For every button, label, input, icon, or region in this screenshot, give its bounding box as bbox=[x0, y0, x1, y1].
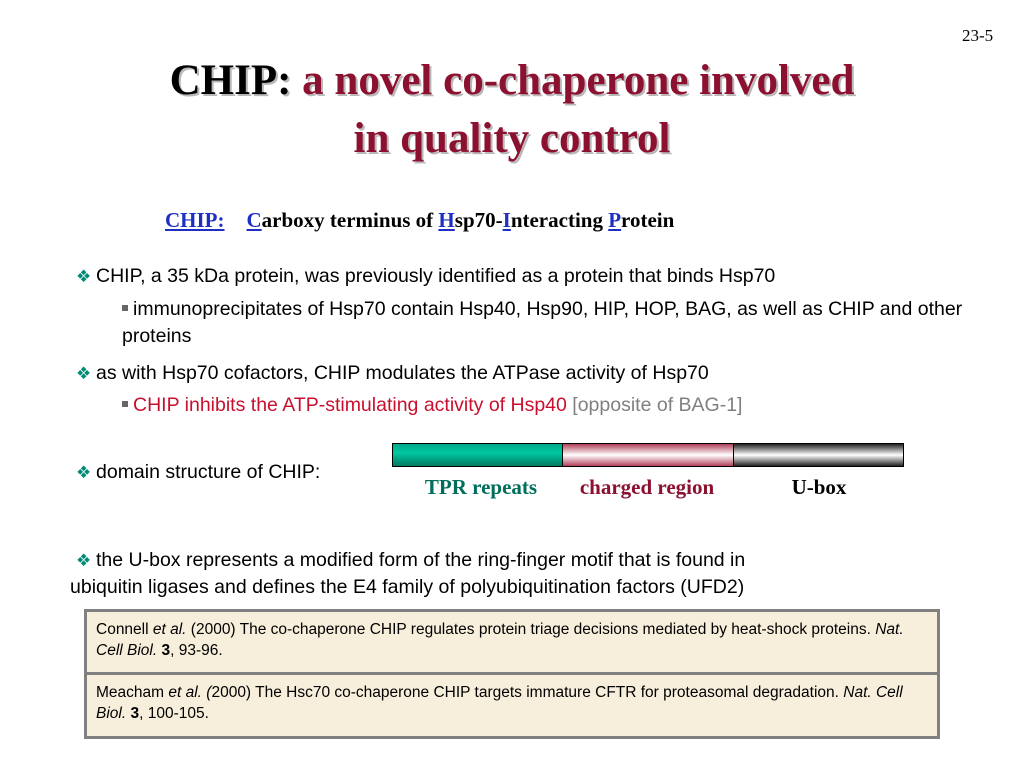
square-bullet-icon bbox=[122, 401, 128, 407]
slide-title bbox=[0, 52, 1024, 168]
tpr-domain-segment bbox=[393, 444, 563, 466]
bullet-4-line2: ubiquitin ligases and defines the E4 family of polyubiquitination factors (UFD2) bbox=[70, 576, 745, 598]
bullet-4-line1: the U-box represents a modified form of the ring-finger motif that is found in bbox=[96, 549, 746, 571]
acronym-text-h: sp70- bbox=[454, 208, 503, 232]
ref1-etal: et al. bbox=[152, 621, 187, 638]
ref1-text: (2000) The co-chaperone CHIP regulates protein triage decisions mediated by heat-shock proteins. bbox=[186, 621, 876, 638]
square-bullet-icon bbox=[122, 305, 128, 311]
diamond-bullet-icon: ❖ bbox=[76, 551, 92, 570]
bullet-3-text: domain structure of CHIP: bbox=[96, 461, 321, 483]
diamond-bullet-icon: ❖ bbox=[76, 364, 92, 383]
bullet-4 bbox=[70, 547, 956, 601]
diamond-bullet-icon: ❖ bbox=[76, 463, 92, 482]
acronym-text-p: rotein bbox=[621, 208, 675, 232]
ref2-author: Meacham bbox=[96, 684, 169, 701]
acronym-text-c: arboxy terminus of bbox=[261, 208, 439, 232]
reference-box-1 bbox=[84, 609, 940, 675]
diamond-bullet-icon: ❖ bbox=[76, 267, 92, 286]
domain-structure-bar bbox=[392, 443, 904, 467]
ref1-author: Connell bbox=[96, 621, 153, 638]
ref2-etal: et al. ( bbox=[168, 684, 212, 701]
charged-domain-segment bbox=[563, 444, 733, 466]
ref2-pages: , 100-105. bbox=[139, 705, 209, 722]
acronym-letter-p: P bbox=[608, 208, 622, 232]
tpr-label: TPR repeats bbox=[424, 475, 538, 499]
acronym-letter-h: H bbox=[438, 208, 455, 232]
acronym-letter-c: C bbox=[246, 208, 262, 232]
ref2-text: 2000) The Hsc70 co-chaperone CHIP targets immature CFTR for proteasomal degradation. bbox=[211, 684, 844, 701]
bullet-2-text: as with Hsp70 cofactors, CHIP modulates the ATPase activity of Hsp70 bbox=[96, 362, 709, 384]
acronym-label: CHIP: bbox=[165, 208, 225, 232]
ref1-pages: , 93-96. bbox=[170, 642, 223, 659]
charged-region-label: charged region bbox=[579, 475, 715, 499]
title-sub-line1: a novel co-chaperone involved bbox=[302, 57, 855, 104]
ref2-volume: 3 bbox=[130, 705, 140, 722]
acronym-text-i: nteracting bbox=[510, 208, 609, 232]
bullet-1-text: CHIP, a 35 kDa protein, was previously identified as a protein that binds Hsp70 bbox=[96, 265, 776, 287]
title-sub-line2: in quality control bbox=[353, 115, 671, 162]
acronym-letter-i: I bbox=[502, 208, 511, 232]
bullet-2-sub bbox=[122, 392, 742, 419]
bullet-1 bbox=[76, 263, 775, 290]
bullet-1-sub-text: immunoprecipitates of Hsp70 contain Hsp40, Hsp90, HIP, HOP, BAG, as well as CHIP and other proteins bbox=[122, 298, 963, 347]
bullet-1-sub bbox=[122, 296, 982, 350]
ref1-volume: 3 bbox=[161, 642, 171, 659]
bullet-2 bbox=[76, 360, 709, 387]
ubox-domain-segment bbox=[734, 444, 903, 466]
bullet-2-sub-grey-text: [opposite of BAG-1] bbox=[572, 394, 743, 416]
ref1-journal: Nat. Cell Biol. bbox=[96, 621, 904, 659]
ubox-label: U-box bbox=[791, 475, 847, 499]
acronym-definition bbox=[165, 208, 674, 233]
bullet-3 bbox=[76, 459, 320, 486]
title-main: CHIP: bbox=[169, 57, 303, 104]
bullet-2-sub-red-text: CHIP inhibits the ATP-stimulating activity of Hsp40 bbox=[133, 394, 567, 416]
slide-number: 23-5 bbox=[962, 26, 994, 45]
ref2-journal: Nat. Cell Biol. bbox=[96, 684, 903, 722]
reference-box-2 bbox=[84, 675, 940, 739]
